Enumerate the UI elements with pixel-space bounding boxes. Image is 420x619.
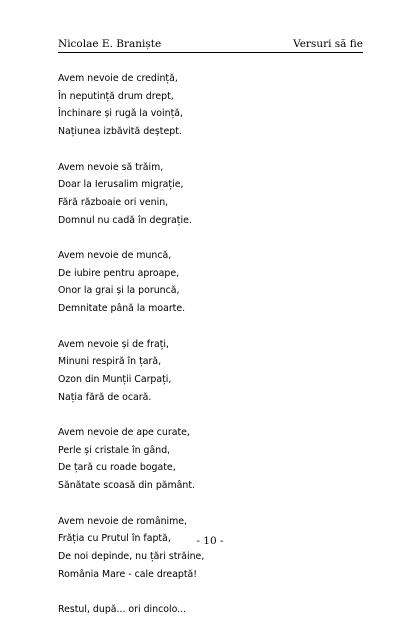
poem-line: Închinare și rugă la voință, xyxy=(58,108,183,120)
poem-line: Domnul nu cadă în degrație. xyxy=(58,214,192,226)
poem-line: De țară cu roade bogate, xyxy=(58,462,176,474)
stanza xyxy=(58,336,368,407)
poem-line: Avem nevoie de muncă, xyxy=(58,250,172,261)
poem-line: Avem nevoie de românime, xyxy=(58,515,188,527)
poem-line: Onor la grai și la poruncă, xyxy=(58,285,180,297)
poem-line: De iubire pentru aproape, xyxy=(58,267,180,279)
author-name: Nicolae E. Braniște xyxy=(58,38,162,50)
stanza xyxy=(58,70,368,141)
stanza xyxy=(58,247,368,318)
poem-line: Avem nevoie de ape curate, xyxy=(58,427,190,438)
poem-line: Frăția cu Prutul în faptă, xyxy=(58,533,171,545)
poem-line: Avem nevoie să trăim, xyxy=(58,161,164,173)
poem-line: De noi depinde, nu țări străine, xyxy=(58,550,205,562)
poem-line: România Mare - cale dreaptă! xyxy=(58,568,198,580)
poem-line: Avem nevoie de credință, xyxy=(58,73,178,84)
book-title: Versuri să fie xyxy=(293,38,363,50)
poem-line: Națiunea izbăvită deștept. xyxy=(58,126,182,138)
stanza xyxy=(58,424,368,495)
poem-line: Minuni respiră în țară, xyxy=(58,356,162,368)
poem-line: Ozon din Munții Carpați, xyxy=(58,373,172,385)
stanza xyxy=(58,513,368,584)
stanza xyxy=(58,159,368,230)
closing-line: Restul, după... ori dincolo... xyxy=(58,604,187,615)
poem-line: Perle și cristale în gând, xyxy=(58,444,171,456)
page-header xyxy=(58,38,363,53)
poem-line: Nația fără de ocară. xyxy=(58,391,152,403)
page-number: - 10 - xyxy=(196,535,224,547)
poem-line: Doar la Ierusalim migrație, xyxy=(58,179,184,191)
poem-line: Avem nevoie și de frați, xyxy=(58,338,169,350)
poem-line: Demnitate până la moarte. xyxy=(58,303,186,315)
poem-line: Fără războaie ori venin, xyxy=(58,196,169,208)
poem-line: Sănătate scoasă din pământ. xyxy=(58,480,196,492)
poem-line: În neputință drum drept, xyxy=(58,90,174,102)
